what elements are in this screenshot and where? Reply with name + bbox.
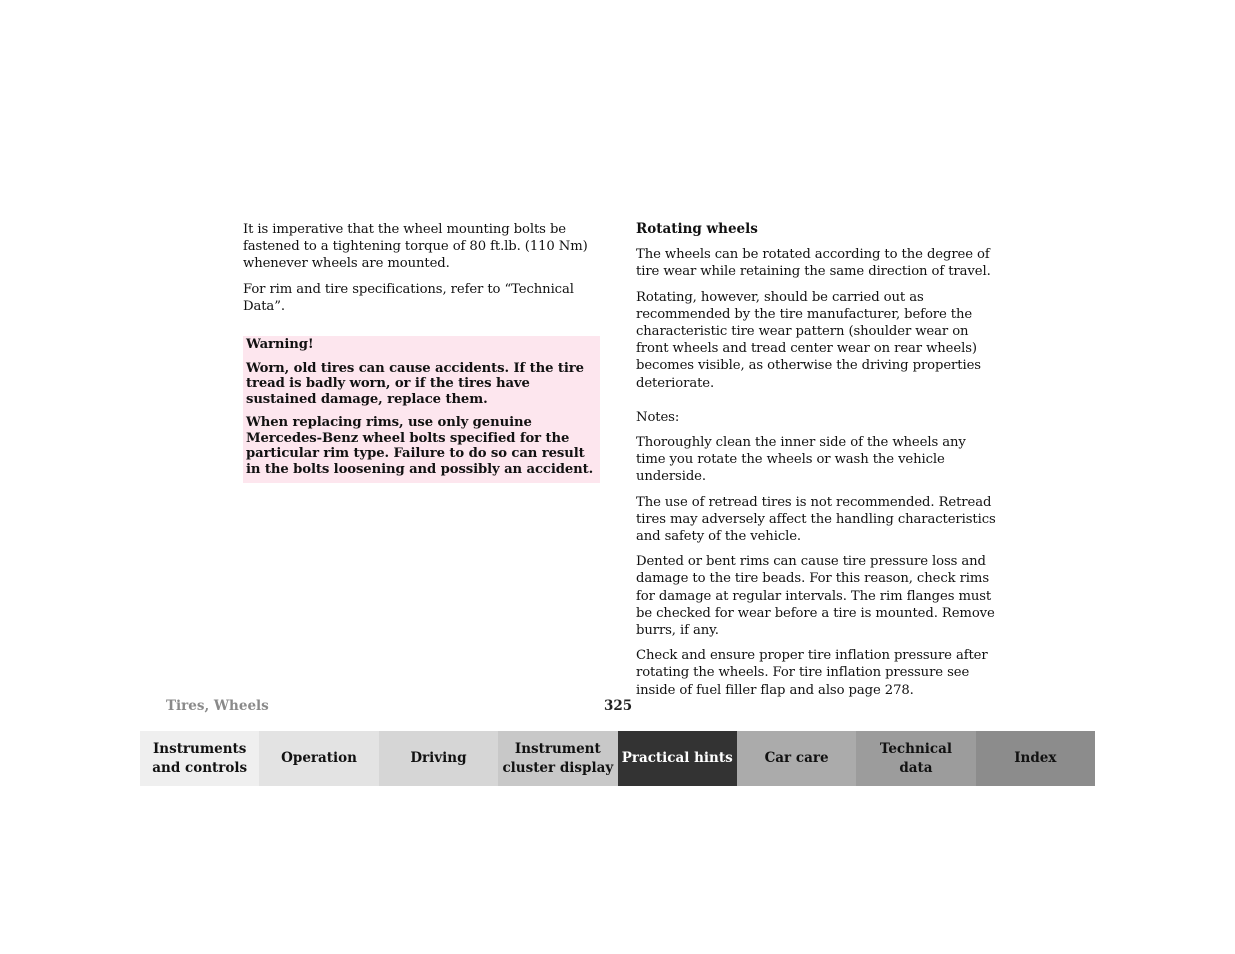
chapter-nav-bar xyxy=(140,731,1095,786)
warning-paragraph-worn-tires: Worn, old tires can cause accidents. If the tire tread is badly worn, or if the tires have sustained damage, replace them. xyxy=(246,360,584,407)
note-dented-rims: Dented or bent rims can cause tire pressure loss and damage to the tire beads. For this reason, check rims for damage at regular intervals. The rim flanges must be checked for wear before a tire is mounted. Remove burrs, if any. xyxy=(636,554,995,639)
warning-title: Warning! xyxy=(246,337,314,353)
left-column xyxy=(243,221,605,483)
section-heading: Rotating wheels xyxy=(636,221,758,237)
nav-tab-operation[interactable]: Operation xyxy=(259,731,378,786)
rotation-timing-paragraph: Rotating, however, should be carried out as recommended by the tire manufacturer, before the characteristic tire wear pattern (shoulder wear on front wheels and tread center wear on rear wheels) becomes visible, as otherwise the driving properties deteriorate. xyxy=(636,289,981,391)
nav-tab-index[interactable]: Index xyxy=(976,731,1095,786)
right-column xyxy=(636,221,998,707)
rotation-paragraph: The wheels can be rotated according to the degree of tire wear while retaining the same direction of travel. xyxy=(636,247,991,280)
specifications-paragraph: For rim and tire specifications, refer to “Technical Data”. xyxy=(243,281,574,314)
torque-paragraph: It is imperative that the wheel mounting bolts be fastened to a tightening torque of 80 ft.lb. (110 Nm) whenever wheels are mounted. xyxy=(243,222,588,272)
note-clean-wheels: Thoroughly clean the inner side of the wheels any time you rotate the wheels or wash the vehicle underside. xyxy=(636,435,966,485)
nav-tab-instrument-cluster-display[interactable]: Instrument cluster display xyxy=(498,731,617,786)
warning-box xyxy=(243,336,600,483)
nav-tab-car-care[interactable]: Car care xyxy=(737,731,856,786)
nav-tab-technical-data[interactable]: Technical data xyxy=(856,731,975,786)
page-number: 325 xyxy=(604,698,633,714)
notes-label: Notes: xyxy=(636,409,680,425)
footer-section-title: Tires, Wheels xyxy=(166,698,269,714)
nav-tab-driving[interactable]: Driving xyxy=(379,731,498,786)
note-inflation-pressure: Check and ensure proper tire inflation pressure after rotating the wheels. For tire inflation pressure see inside of fuel filler flap and also page 278. xyxy=(636,648,988,698)
nav-tab-practical-hints[interactable]: Practical hints xyxy=(618,731,737,786)
nav-tab-instruments-and-controls[interactable]: Instruments and controls xyxy=(140,731,259,786)
warning-paragraph-wheel-bolts: When replacing rims, use only genuine Mercedes-Benz wheel bolts specified for the particular rim type. Failure to do so can result in the bolts loosening and possibly an accident. xyxy=(246,415,594,477)
note-retread-tires: The use of retread tires is not recommended. Retread tires may adversely affect the handling characteristics and safety of the vehicle. xyxy=(636,494,996,545)
